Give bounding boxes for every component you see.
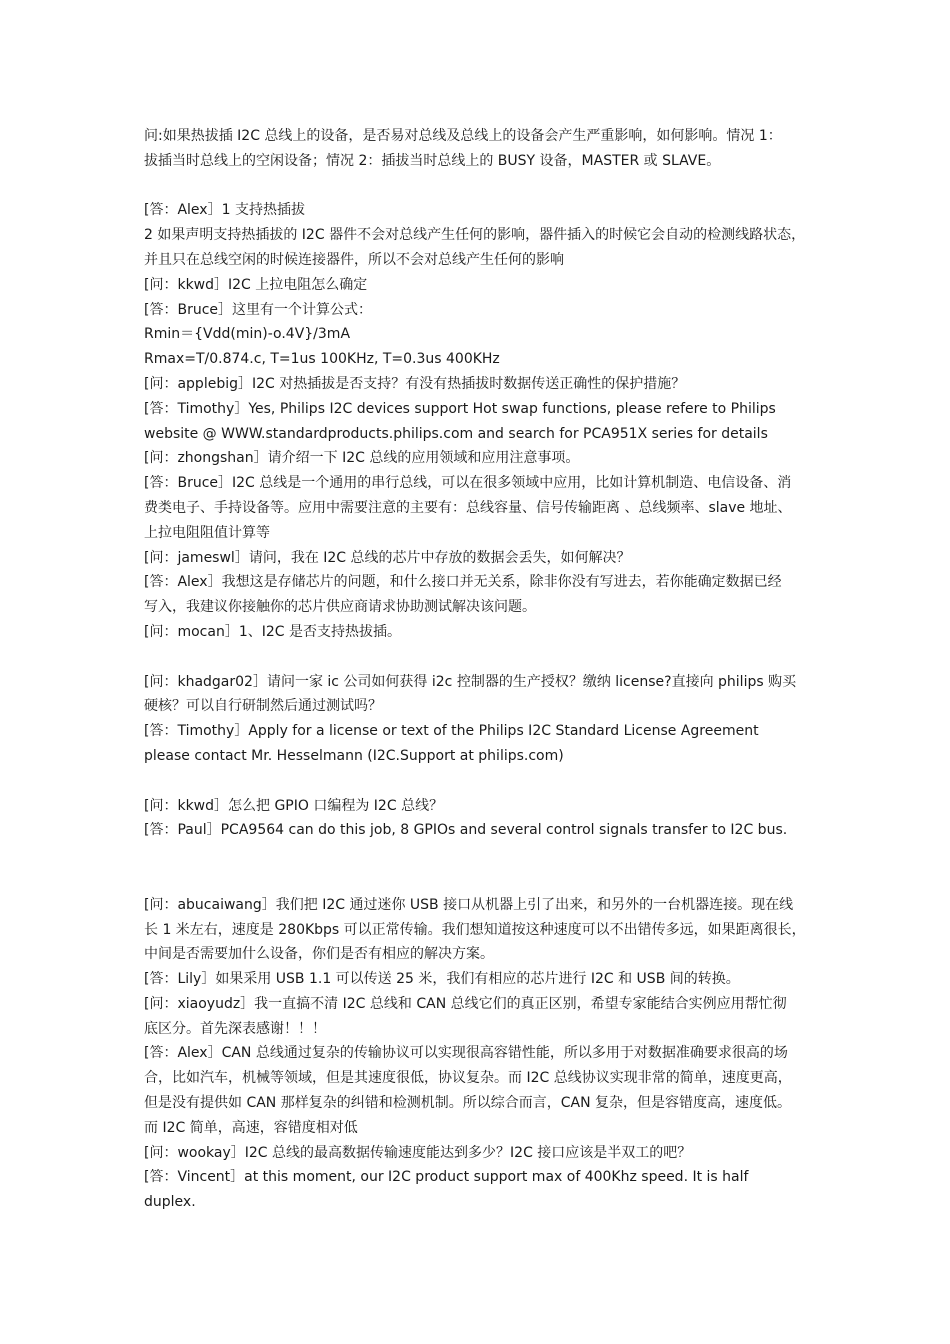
answer-alex-hotplug-line-2: 2 如果声明支持热插拔的 I2C 器件不会对总线产生任何的影响，器件插入的时候它会自动的检测线路状态， [144,227,806,244]
question-kkwd-gpio: [问：kkwd］怎么把 GPIO 口编程为 I2C 总线？ [144,797,444,814]
blank-line [144,645,816,670]
answer-timothy-license-line-1: [答：Timothy］Apply for a license or text of the Philips I2C Standard License Agreement [144,723,759,740]
question-khadgar02-line-1: [问：khadgar02］请问一家 ic 公司如何获得 i2c 控制器的生产授权？缴纳 license?直接向 philips 购买 [144,673,797,690]
question-hotplug-line-1: 问:如果热拔插 I2C 总线上的设备，是否易对总线及总线上的设备会产生严重影响，如何影响。情况 1： [144,128,782,144]
blank-line [144,174,816,199]
answer-alex-storage-line-2: 写入，我建议你接触你的芯片供应商请求协助测试解决该问题。 [144,599,536,616]
question-wookay: [问：wookay］I2C 总线的最高数据传输速度能达到多少？I2C 接口应该是半双工的吧？ [144,1144,692,1161]
answer-bruce-formula: [答：Bruce］这里有一个计算公式： [144,301,373,318]
question-abucaiwang-line-2: 长 1 米左右，速度是 280Kbps 可以正常传输。我们想知道按这种速度可以不出错传多远，如果距离很长， [144,921,806,938]
question-khadgar02-line-2: 硬核？可以自行研制然后通过测试吗？ [144,698,382,715]
answer-alex-hotplug-line-1: [答：Alex］1 支持热插拔 [144,202,305,219]
answer-alex-can-line-1: [答：Alex］CAN 总线通过复杂的传输协议可以实现很高容错性能，所以多用于对数据准确要求很高的场 [144,1045,788,1062]
formula-rmin: Rmin＝{Vdd(min)-o.4V}/3mA [144,326,351,343]
answer-timothy-hotswap-line-2: website @ WWW.standardproducts.philips.com and search for PCA951X series for details [144,425,768,442]
answer-timothy-license-line-2: please contact Mr. Hesselmann (I2C.Support at philips.com) [144,747,564,764]
answer-bruce-apps-line-1: [答：Bruce］I2C 总线是一个通用的串行总线，可以在很多领域中应用，比如计算机制造、电信设备、消 [144,475,792,492]
answer-timothy-hotswap-line-1: [答：Timothy］Yes, Philips I2C devices support Hot swap functions, please refere to Philips [144,400,776,417]
question-kkwd-pullup: [问：kkwd］I2C 上拉电阻怎么确定 [144,276,368,293]
answer-vincent-line-2: duplex. [144,1194,196,1211]
answer-bruce-apps-line-3: 上拉电阻阻值计算等 [144,524,270,541]
answer-lily-usb: [答：Lily］如果采用 USB 1.1 可以传送 25 米，我们有相应的芯片进行 I2C 和 USB 间的转换。 [144,971,740,988]
question-xiaoyudz-line-2: 底区分。首先深表感谢！！！ [144,1020,326,1037]
formula-rmax: Rmax=T/0.874.c, T=1us 100KHz, T=0.3us 400KHz [144,351,500,368]
question-xiaoyudz-line-1: [问：xiaoyudz］我一直搞不清 I2C 总线和 CAN 总线它们的真正区别，希望专家能结合实例应用帮忙彻 [144,995,787,1012]
blank-line [144,769,816,794]
question-zhongshan: [问：zhongshan］请介绍一下 I2C 总线的应用领域和应用注意事项。 [144,450,580,467]
answer-alex-can-line-3: 但是没有提供如 CAN 那样复杂的纠错和检测机制。所以综合而言，CAN 复杂，但是容错度高，速度低。 [144,1095,791,1112]
answer-bruce-apps-line-2: 费类电子、手持设备等。应用中需要注意的主要有：总线容量、信号传输距离 、总线频率、slave 地址、 [144,499,792,516]
question-jameswl: [问：jameswl］请问，我在 I2C 总线的芯片中存放的数据会丢失，如何解决？ [144,549,631,566]
question-applebig: [问：applebig］I2C 对热插拔是否支持？有没有热插拔时数据传送正确性的保护措施？ [144,375,686,392]
question-mocan: [问：mocan］1、I2C 是否支持热拔插。 [144,623,401,640]
blank-lines [144,843,816,893]
answer-alex-hotplug-line-3: 并且只在总线空闲的时候连接器件，所以不会对总线产生任何的影响 [144,251,564,268]
question-hotplug-line-2: 拔插当时总线上的空闲设备；情况 2：插拔当时总线上的 BUSY 设备，MASTER 或 SLAVE。 [144,152,721,169]
answer-alex-can-line-2: 合，比如汽车，机械等领域，但是其速度很低，协议复杂。而 I2C 总线协议实现非常的简单，速度更高， [144,1070,792,1087]
question-abucaiwang-line-3: 中间是否需要加什么设备，你们是否有相应的解决方案。 [144,946,494,963]
answer-paul-gpio: [答：Paul］PCA9564 can do this job, 8 GPIOs and several control signals transfer to I2C bus. [144,822,788,839]
answer-vincent-line-1: [答：Vincent］at this moment, our I2C product support max of 400Khz speed. It is half [144,1169,749,1186]
document-body [144,124,816,1215]
answer-alex-can-line-4: 而 I2C 简单，高速，容错度相对低 [144,1119,358,1136]
question-abucaiwang-line-1: [问：abucaiwang］我们把 I2C 通过迷你 USB 接口从机器上引了出来，和另外的一台机器连接。现在线 [144,896,794,913]
answer-alex-storage-line-1: [答：Alex］我想这是存储芯片的问题，和什么接口并无关系，除非你没有写进去，若你能确定数据已经 [144,574,782,591]
